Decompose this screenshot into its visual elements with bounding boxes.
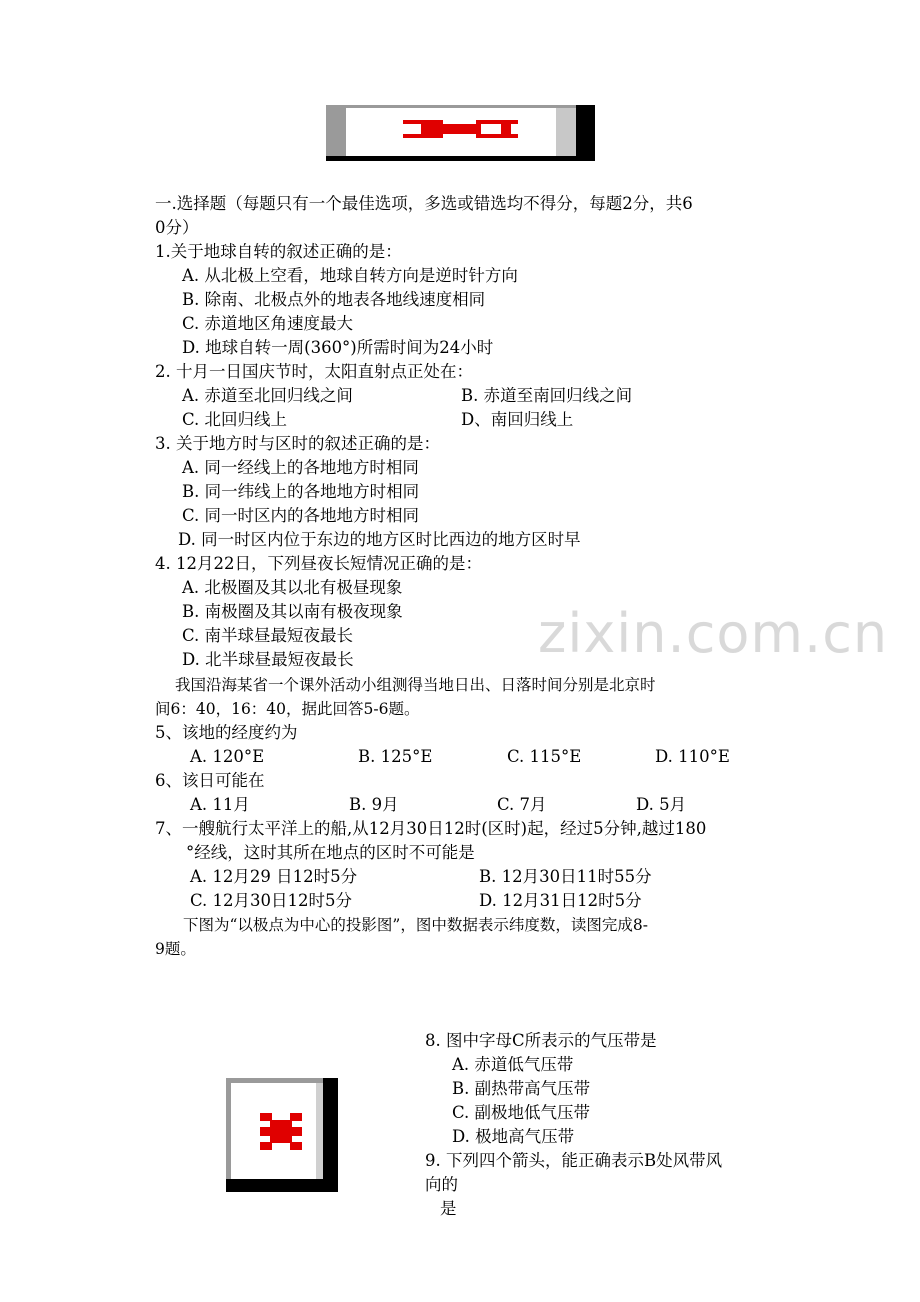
question-3-option-d: D. 同一时区内位于东边的地方区时比西边的地方区时早 — [178, 530, 581, 549]
passage-8-9: 下图为“以极点为中心的投影图”，图中数据表示纬度数，读图完成8- — [183, 916, 648, 934]
question-7-option-b: B. 12月30日11时55分 — [479, 867, 652, 886]
section-heading: 一.选择题（每题只有一个最佳选项，多选或错选均不得分，每题2分，共6 — [155, 194, 693, 213]
question-5-option-c: C. 115°E — [507, 747, 582, 766]
question-3-option-b: B. 同一纬线上的各地地方时相同 — [182, 482, 420, 501]
question-7-stem: 7、一艘航行太平洋上的船,从12月30日12时(区时)起，经过5分钟,越过180 — [155, 819, 707, 838]
question-6-option-c: C. 7月 — [497, 795, 547, 814]
question-5-stem: 5、该地的经度约为 — [155, 723, 298, 742]
question-8-option-b: B. 副热带高气压带 — [452, 1079, 591, 1098]
question-2-option-c: C. 北回归线上 — [182, 410, 288, 429]
question-9-stem: 9. 下列四个箭头，能正确表示B处风带风 — [425, 1151, 723, 1170]
question-4-option-c: C. 南半球昼最短夜最长 — [182, 626, 354, 645]
polar-projection-figure-placeholder — [226, 1078, 338, 1192]
question-7-option-d: D. 12月31日12时5分 — [479, 891, 642, 910]
section-heading-cont: 0分） — [155, 218, 199, 237]
passage-8-9-cont: 9题。 — [155, 940, 196, 958]
question-8-option-d: D. 极地高气压带 — [452, 1127, 575, 1146]
question-3-stem: 3. 关于地方时与区时的叙述正确的是： — [155, 434, 440, 453]
question-2-option-b: B. 赤道至南回归线之间 — [461, 386, 633, 405]
question-5-option-d: D. 110°E — [655, 747, 730, 766]
question-7-stem-cont: °经线，这时其所在地点的区时不可能是 — [186, 843, 475, 862]
question-1-option-a: A. 从北极上空看，地球自转方向是逆时针方向 — [182, 266, 518, 285]
question-4-option-b: B. 南极圈及其以南有极夜现象 — [182, 602, 403, 621]
question-9-stem-cont: 向的 — [425, 1175, 458, 1194]
question-6-option-d: D. 5月 — [636, 795, 687, 814]
question-6-option-b: B. 9月 — [349, 795, 399, 814]
header-image-placeholder — [326, 105, 595, 161]
question-4-stem: 4. 12月22日，下列昼夜长短情况正确的是： — [155, 554, 482, 573]
question-8-option-a: A. 赤道低气压带 — [452, 1055, 574, 1074]
question-1-stem: 1.关于地球自转的叙述正确的是： — [155, 242, 402, 261]
question-1-option-b: B. 除南、北极点外的地表各地线速度相同 — [182, 290, 486, 309]
question-6-stem: 6、该日可能在 — [155, 771, 265, 790]
question-1-option-d: D. 地球自转一周(360°)所需时间为24小时 — [182, 338, 494, 357]
passage-5-6: 我国沿海某省一个课外活动小组测得当地日出、日落时间分别是北京时 — [175, 676, 656, 694]
question-6-option-a: A. 11月 — [190, 795, 250, 814]
question-8-option-c: C. 副极地低气压带 — [452, 1103, 591, 1122]
passage-5-6-cont: 间6：40，16：40，据此回答5-6题。 — [155, 700, 420, 718]
question-7-option-c: C. 12月30日12时5分 — [190, 891, 353, 910]
question-4-option-d: D. 北半球昼最短夜最长 — [182, 650, 354, 669]
question-3-option-c: C. 同一时区内的各地地方时相同 — [182, 506, 420, 525]
question-9-stem-cont-2: 是 — [440, 1199, 457, 1218]
question-1-option-c: C. 赤道地区角速度最大 — [182, 314, 354, 333]
question-4-option-a: A. 北极圈及其以北有极昼现象 — [182, 578, 403, 597]
question-5-option-b: B. 125°E — [358, 747, 433, 766]
question-2-stem: 2. 十月一日国庆节时，太阳直射点正处在： — [155, 362, 473, 381]
question-8-stem: 8. 图中字母C所表示的气压带是 — [425, 1031, 657, 1050]
watermark-text: zixin.com.cn — [538, 602, 889, 665]
question-5-option-a: A. 120°E — [190, 747, 265, 766]
question-2-option-d: D、南回归线上 — [461, 410, 574, 429]
question-7-option-a: A. 12月29 日12时5分 — [190, 867, 358, 886]
question-2-option-a: A. 赤道至北回归线之间 — [182, 386, 353, 405]
question-3-option-a: A. 同一经线上的各地地方时相同 — [182, 458, 419, 477]
